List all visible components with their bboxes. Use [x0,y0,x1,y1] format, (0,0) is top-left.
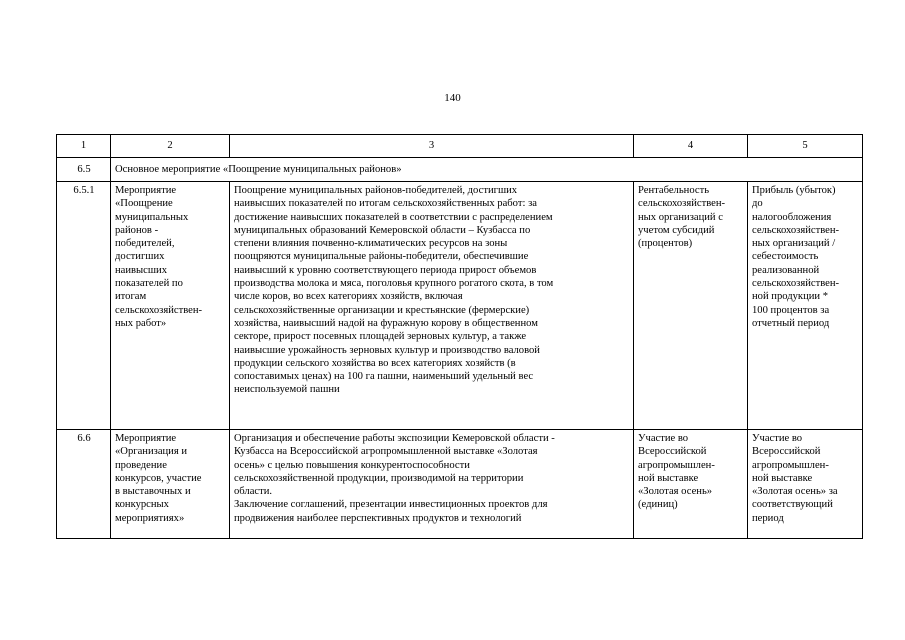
text-line: Мероприятие [115,433,177,444]
text-line: проведение [115,459,167,471]
text-line: Всероссийской [638,446,707,458]
text-line: Участие во [752,433,803,444]
text-line: реализованной [752,264,820,276]
measure-description [230,430,634,539]
text-line: муниципальных образований Кемеровской области – Кузбасса по [234,224,531,236]
text-line: Мероприятие [115,185,177,196]
page-number: 140 [444,92,461,104]
column-number-row [57,135,863,158]
text-line: сельскохозяйствен- [115,304,203,316]
text-line: агропромышлен- [638,459,715,471]
text-line: Всероссийской [752,446,821,458]
text-line: сопоставимых ценах) на 100 га пашни, наименьший удельный вес [234,371,534,383]
column-number: 2 [111,135,230,158]
text-line: наивысшие урожайность зерновых культур и производство валовой [234,344,540,356]
text-line: период [752,512,784,524]
text-line: агропромышлен- [752,459,829,471]
text-line: достигших [115,251,165,263]
text-line: Организация и обеспечение работы экспозиции Кемеровской области - [234,433,555,444]
section-row [57,158,863,182]
text-line: числе коров, во всех категориях хозяйств, включая [234,291,463,303]
text-line: себестоимость [752,251,819,263]
text-line: наивысших [115,264,167,276]
text-line: Заключение соглашений, презентации инвестиционных проектов для [234,499,548,511]
text-line: соответствующий [752,499,833,511]
column-number: 3 [230,135,634,158]
column-number: 5 [748,135,863,158]
measure-description [230,182,634,430]
text-line: победителей, [115,238,175,250]
text-line: наивысших показателей по итогам сельскохозяйственных работ: за [234,198,537,210]
indicator-name [634,182,748,430]
text-line: (процентов) [638,238,693,250]
text-line: осень» с целью повышения конкурентоспособности [234,459,470,471]
text-line: учетом субсидий [638,224,715,236]
text-line: муниципальных [115,211,189,223]
text-line: 100 процентов за [752,304,830,316]
text-line: налогообложения [752,211,832,223]
text-line: итогам [115,291,147,303]
text-line: «Поощрение [115,198,173,210]
text-line: «Золотая осень» [638,486,713,498]
text-line: сельскохозяйственные организации и крестьянские (фермерские) [234,304,530,316]
indicator-formula [748,182,863,430]
section-title: Основное мероприятие «Поощрение муниципальных районов» [111,158,863,182]
table-row [57,182,863,430]
text-line: производства молока и мяса, поголовья крупного рогатого скота, в том [234,278,554,290]
text-line: Кузбасса на Всероссийской агропромышленной выставке «Золотая [234,446,538,458]
text-line: Рентабельность [638,185,710,196]
column-number: 1 [57,135,111,158]
text-line: сельскохозяйствен- [752,224,840,236]
text-line: в выставочных и [115,486,191,498]
text-line: (единиц) [638,499,678,511]
row-number: 6.6 [57,430,111,539]
text-line: Поощрение муниципальных районов-победителей, достигших [234,185,518,196]
text-line: степени влияния почвенно-климатических ресурсов на зоны [234,238,508,250]
program-table [56,134,863,539]
text-line: «Золотая осень» за [752,486,838,498]
text-line: ных организаций / [752,238,836,250]
text-line: ных работ» [115,317,167,329]
text-line: продукции сельского хозяйства во всех категориях хозяйств (в [234,357,516,369]
measure-name [111,182,230,430]
text-line: наивысший к уровню соответствующего периода прирост объемов [234,264,537,276]
text-line: секторе, прирост посевных площадей зерновых культур, а также [234,331,527,343]
text-line: сельскохозяйствен- [752,278,840,290]
text-line: мероприятиях» [115,512,185,524]
text-line: сельскохозяйствен- [638,198,726,210]
row-number: 6.5.1 [57,182,111,430]
indicator-formula [748,430,863,539]
measure-name [111,430,230,539]
text-line: достижение наивысших показателей в соответствии с распределением [234,211,553,223]
text-line: Прибыль (убыток) [752,185,836,196]
text-line: ной продукции * [752,291,829,303]
text-line: поощряются муниципальные районы-победители, обеспечившие [234,251,529,263]
text-line: области. [234,486,273,498]
text-line: до [752,198,763,210]
text-line: районов - [115,224,159,236]
text-line: отчетный период [752,317,830,329]
text-line: конкурсов, участие [115,472,202,484]
text-line: ных организаций с [638,211,723,223]
text-line: «Организация и [115,446,188,458]
text-line: ной выставке [752,472,813,484]
text-line: Участие во [638,433,689,444]
text-line: сельскохозяйственной продукции, производимой на территории [234,472,524,484]
indicator-name [634,430,748,539]
text-line: хозяйства, наивысший надой на фуражную корову в общественном [234,317,538,329]
text-line: продвижения наиболее перспективных продуктов и технологий [234,512,522,524]
column-number: 4 [634,135,748,158]
text-line: показателей по [115,278,183,290]
text-line: неиспользуемой пашни [234,384,340,396]
text-line: ной выставке [638,472,699,484]
section-number: 6.5 [57,158,111,182]
text-line: конкурсных [115,499,169,511]
table-row [57,430,863,539]
